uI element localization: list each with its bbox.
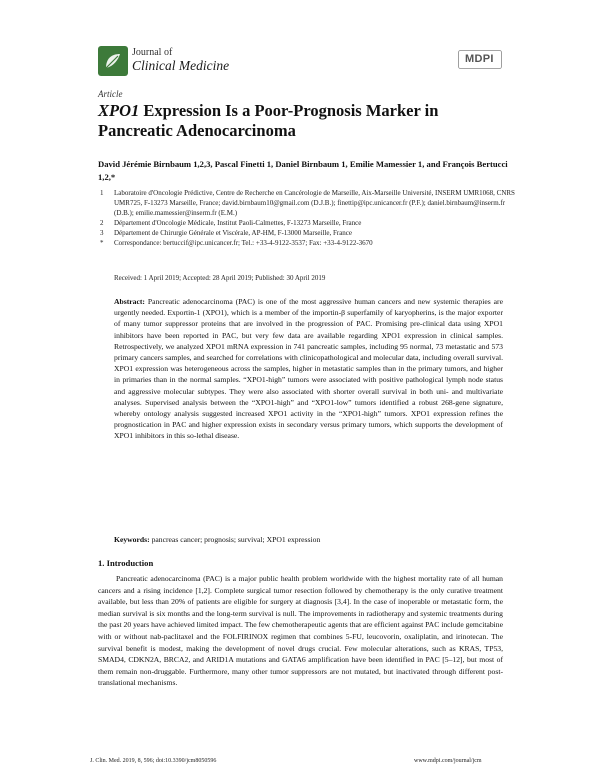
title-gene-name: XPO1 <box>98 101 140 120</box>
publication-dates: Received: 1 April 2019; Accepted: 28 April 2019; Published: 30 April 2019 <box>114 274 326 282</box>
affiliation-text: Département d'Oncologie Médicale, Institut Paoli-Calmettes, F-13273 Marseille, France <box>114 219 362 227</box>
keywords-text: pancreas cancer; prognosis; survival; XPO1 expression <box>151 535 321 544</box>
affiliation-3 <box>98 228 518 238</box>
citation-footer: J. Clin. Med. 2019, 8, 596; doi:10.3390/jcm8050596 <box>90 758 217 764</box>
abstract-label: Abstract: <box>114 297 145 306</box>
author-list: David Jérémie Birnbaum 1,2,3, Pascal Finetti 1, Daniel Birnbaum 1, Emilie Mamessier 1, and François Bertucci 1,2,* <box>98 159 508 182</box>
journal-url: www.mdpi.com/journal/jcm <box>414 758 482 764</box>
journal-logo <box>98 46 238 78</box>
keywords-label: Keywords: <box>114 535 150 544</box>
journal-name-line1: Journal of <box>132 47 173 58</box>
introduction-paragraph: Pancreatic adenocarcinoma (PAC) is a major public health problem worldwide with the highest mortality rate of all human cancers and a rising incidence [1,2]. Complete surgical tumor resection followed by chemotherapy is the only curative treatment available, but less than 20% of patients are eligible for surgery at diagnosis [3,4]. In the case of inoperable or metastatic form, the median survival is six months and the long-term survival is null. The improvements in radiotherapy and systemic treatments during the past 20 years have achieved limited impact. The few chemotherapeutic agents that are efficient against PAC include gemcitabine with or without nab-paclitaxel and the FOLFIRINOX regimen that combines 5-FU, leucovorin, oxaliplatin, and irinotecan. The survival benefit is modest, making the development of novel drugs crucial. Few molecular alterations, such as KRAS, TP53, SMAD4, CDKN2A, BRCA2, and ARID1A mutations and GATA6 amplification have been identified in PAC [5–12], but most of them remain non-druggable. Furthermore, many other tumor suppressors are not mutated, but inactivated through different post-translational mechanisms. <box>98 574 503 688</box>
article-type: Article <box>98 89 123 99</box>
journal-emblem-icon <box>98 46 128 76</box>
publisher-logo-text: MDPI <box>465 53 494 65</box>
abstract-text: Pancreatic adenocarcinoma (PAC) is one of the most aggressive human cancers and new systemic therapies are urgently needed. Exportin-1 (XPO1), which is a member of the importin-β superfamily of karyopherins, is the major exporter of many tumor suppressor proteins that are involved in the progression of PAC. Promising pre-clinical data using XPO1 inhibitors have been reported in PAC, but very few data are available regarding XPO1 expression in clinical samples. Retrospectively, we analyzed XPO1 mRNA expression in 741 pancreatic samples, including 95 normal, 73 metastatic and 573 primary cancers samples, and searched for correlations with clinicopathological and molecular data, including overall survival. XPO1 expression was heterogeneous across the samples, higher in metastatic samples than in the primary tumors, and higher in primaries than in the normal samples. “XPO1-high” tumors were associated with positive pathological lymph node status and aggressive molecular subtypes. They were also associated with shorter overall survival in both uni- and multivariate analyses. Supervised analysis between the “XPO1-high” and “XPO1-low” tumors identified a robust 268-gene signature, whereby ontology analysis suggested increased XPO1 activity in the “XPO1-high” tumors. XPO1 expression refines the prognostication in PAC and higher expression exists in secondary versus primary tumors, which supports the development of XPO1 inhibitors in this so-lethal disease. <box>114 297 503 441</box>
affiliation-text: Correspondance: bertuccif@ipc.unicancer.fr; Tel.: +33-4-9122-3537; Fax: +33-4-9122-3670 <box>114 239 373 247</box>
affiliation-number: 1 <box>100 189 104 197</box>
journal-name-line2: Clinical Medicine <box>132 58 230 73</box>
affiliation-2 <box>98 218 518 228</box>
paper-title <box>98 101 508 141</box>
affiliation-number: 3 <box>100 229 104 237</box>
affiliations <box>98 188 518 248</box>
abstract <box>114 296 503 442</box>
affiliation-text: Département de Chirurgie Générale et Viscérale, AP-HM, F-13000 Marseille, France <box>114 229 353 237</box>
affiliation-number: 2 <box>100 219 104 227</box>
introduction-body <box>98 573 503 689</box>
keywords <box>114 534 503 545</box>
title-text: Expression Is a Poor-Prognosis Marker in Pancreatic Adenocarcinoma <box>98 101 439 140</box>
section-heading-introduction: 1. Introduction <box>98 558 154 568</box>
correspondence <box>98 238 518 248</box>
affiliation-text: Laboratoire d'Oncologie Prédictive, Centre de Recherche en Cancérologie de Marseille, Aix-Marseille Université, INSERM UMR1068, CNRS UMR725, F-13273 Marseille, France; david.birnbaum10@gmail.com (D.J.B.); finettip@ipc.unicancer.fr (P.F.); daniel.birnbaum@inserm.fr (D.B.); emilie.mamessier@inserm.fr (E.M.) <box>114 189 515 217</box>
affiliation-1 <box>98 188 518 218</box>
publisher-logo <box>458 50 502 72</box>
affiliation-number: * <box>100 239 104 247</box>
